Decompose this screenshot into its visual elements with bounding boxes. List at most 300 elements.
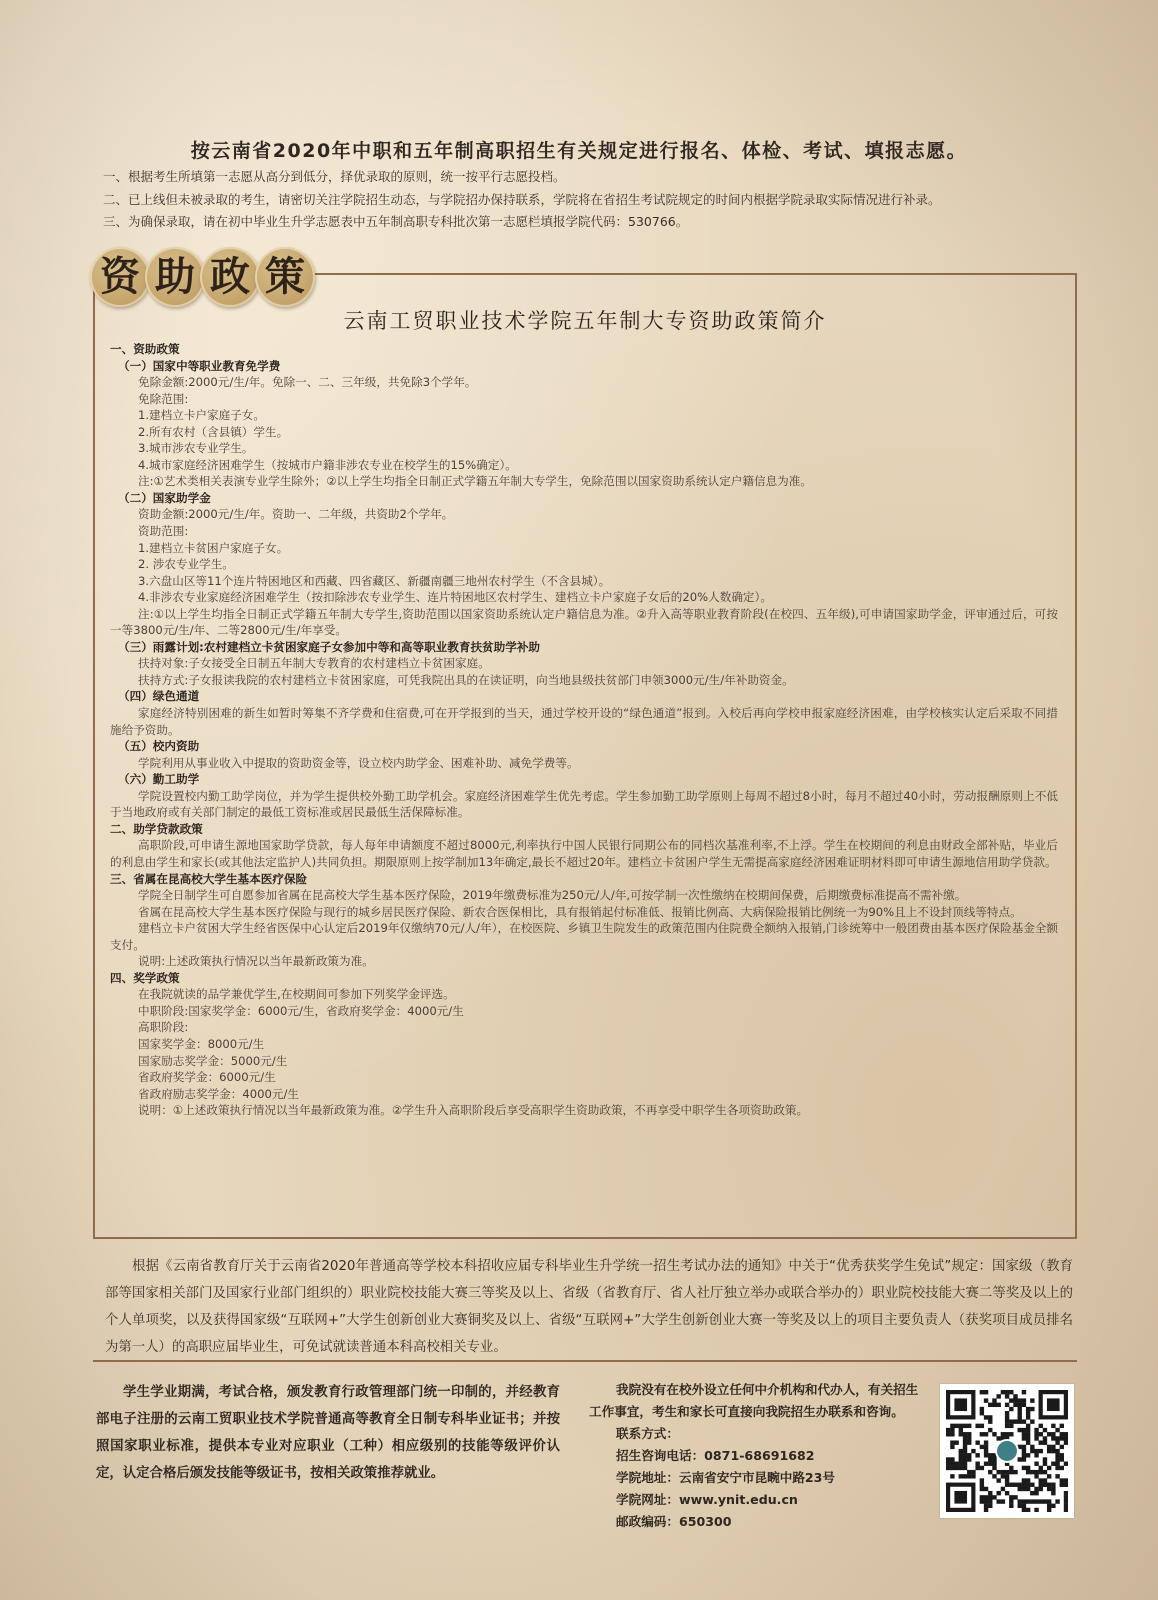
qr-module (963, 1466, 967, 1470)
qr-module (959, 1462, 963, 1466)
qr-module (1009, 1398, 1013, 1402)
qr-module (950, 1440, 954, 1444)
qr-module (1051, 1445, 1055, 1449)
policy-line: 省政府奖学金：6000元/生 (138, 1070, 276, 1085)
qr-module (1009, 1390, 1013, 1394)
qr-module (1047, 1398, 1060, 1411)
qr-module (975, 1466, 979, 1470)
qr-module (963, 1462, 967, 1466)
qr-module (1018, 1457, 1022, 1461)
qr-module (1005, 1419, 1009, 1423)
qr-module (950, 1445, 954, 1449)
qr-module (1026, 1407, 1030, 1411)
qr-module (980, 1483, 984, 1487)
qr-module (1001, 1390, 1005, 1394)
qr-module (980, 1499, 984, 1503)
contact-notice: 我院没有在校外设立任何中介机构和代办人，有关招生工作事宜，考生和家长可直接向我院招生办联系和咨询。 (589, 1382, 919, 1419)
policy-line: 1.建档立卡贫困户家庭子女。 (138, 540, 289, 555)
qr-module (971, 1470, 975, 1474)
contact-heading: 联系方式： (616, 1426, 679, 1441)
qr-module (967, 1457, 971, 1461)
qr-module (1026, 1415, 1030, 1419)
qr-module (992, 1466, 996, 1470)
policy-line: 学院利用从事业收入中提取的资助资金等，设立校内助学金、困难补助、减免学费等。 (138, 755, 579, 770)
qr-module (1047, 1487, 1051, 1491)
qr-module (992, 1457, 996, 1461)
qr-module (1034, 1499, 1038, 1503)
policy-line: 1.建档立卡户家庭子女。 (138, 408, 265, 423)
qr-module (1022, 1453, 1026, 1457)
contact-phone[interactable]: 招生咨询电话：0871-68691682 (616, 1448, 815, 1463)
qr-module (1034, 1428, 1038, 1432)
qr-module (1034, 1432, 1038, 1436)
qr-module (1005, 1483, 1009, 1487)
qr-module (992, 1398, 996, 1402)
qr-module (950, 1424, 954, 1428)
qr-module (1030, 1398, 1034, 1402)
qr-module (996, 1499, 1000, 1503)
policy-section-heading: 四、奖学政策 (110, 970, 180, 985)
qr-module (959, 1457, 963, 1461)
policy-line: 注:①以上学生均指全日制正式学籍五年制大专学生,资助范围以国家资助系统认定户籍信息为准。②升入高等职业教育阶段(在校四、五年级),可申请国家助学金，评审通过后，可按一等3800元/生/年、二等2800元/生/年享受。 (110, 606, 1058, 638)
qr-module (1030, 1491, 1034, 1495)
qr-module (1051, 1432, 1055, 1436)
qr-module (1047, 1466, 1051, 1470)
qr-module (967, 1432, 971, 1436)
qr-module (1034, 1462, 1038, 1466)
qr-module (984, 1462, 988, 1466)
qr-module (1064, 1432, 1068, 1436)
qr-module (1026, 1432, 1030, 1436)
qr-module (1030, 1499, 1034, 1503)
qr-module (984, 1499, 988, 1503)
panel-title: 云南工贸职业技术学院五年制大专资助政策简介 (343, 309, 827, 333)
qr-module (1034, 1436, 1038, 1440)
qr-module (1034, 1449, 1038, 1453)
policy-line: 扶持对象:子女接受全日制五年制大专教育的农村建档立卡贫困家庭。 (138, 656, 490, 671)
qr-module (959, 1424, 963, 1428)
qr-module (1009, 1470, 1013, 1474)
qr-module (1005, 1411, 1009, 1415)
qr-module (1022, 1432, 1026, 1436)
qr-module (1026, 1436, 1030, 1440)
qr-module (992, 1432, 996, 1436)
qr-module (1060, 1424, 1064, 1428)
qr-module (967, 1424, 971, 1428)
policy-subheading: （五）校内资助 (118, 739, 200, 754)
qr-module (1018, 1407, 1022, 1411)
qr-module (954, 1466, 958, 1470)
qr-module (996, 1478, 1000, 1482)
qr-module (1051, 1436, 1055, 1440)
qr-module (1039, 1478, 1043, 1482)
qr-module (963, 1424, 967, 1428)
qr-module (1026, 1478, 1030, 1482)
qr-module (1013, 1419, 1017, 1423)
footer-divider (93, 1360, 1077, 1362)
qr-module (963, 1436, 967, 1440)
qr-module (980, 1424, 984, 1428)
qr-module (1009, 1499, 1013, 1503)
qr-module (984, 1449, 988, 1453)
rule-item: 一、根据考生所填第一志愿从高分到低分，择优录取的原则，统一按平行志愿投档。 (103, 169, 566, 184)
qr-module (1043, 1457, 1047, 1461)
qr-module (1047, 1504, 1051, 1508)
qr-module (1030, 1407, 1034, 1411)
qr-module (988, 1491, 992, 1495)
qr-module (967, 1440, 971, 1444)
qr-module (1060, 1483, 1064, 1487)
qr-module (1026, 1487, 1030, 1491)
contact-website[interactable]: 学院网址：www.ynit.edu.cn (616, 1492, 798, 1507)
qr-module (946, 1466, 950, 1470)
qr-module (992, 1403, 996, 1407)
qr-module (1013, 1394, 1017, 1398)
qr-module (975, 1424, 979, 1428)
qr-module (1043, 1483, 1047, 1487)
policy-subheading: （三）雨露计划:农村建档立卡贫困家庭子女参加中等和高等职业教育扶贫助学补助 (118, 639, 541, 654)
qr-module (959, 1453, 963, 1457)
policy-line: 国家励志奖学金：5000元/生 (138, 1053, 288, 1068)
qr-module (1034, 1474, 1038, 1478)
qr-module (1001, 1499, 1005, 1503)
qr-module (1005, 1478, 1009, 1482)
qr-module (1039, 1466, 1043, 1470)
qr-module (1039, 1440, 1043, 1444)
qr-module (963, 1440, 967, 1444)
policy-line: 资助金额:2000元/生/年。资助一、二年级，共资助2个学年。 (138, 507, 454, 522)
qr-module (950, 1474, 954, 1478)
qr-module (1022, 1398, 1026, 1402)
qr-module (1034, 1508, 1038, 1512)
qr-module (1051, 1491, 1055, 1495)
heading-char: 资 (90, 247, 150, 307)
heading-char: 助 (145, 247, 205, 307)
qr-module (963, 1453, 967, 1457)
qr-module (1026, 1508, 1030, 1512)
qr-module (1064, 1483, 1068, 1487)
qr-module (1026, 1453, 1030, 1457)
policy-section-heading: 三、省属在昆高校大学生基本医疗保险 (110, 871, 308, 886)
qr-module (1005, 1432, 1009, 1436)
qr-module (1009, 1432, 1013, 1436)
graduation-paragraph: 学生学业期满，考试合格，颁发教育行政管理部门统一印制的，并经教育部电子注册的云南工贸职业技术学院普通高等教育全日制专科毕业证书；并按照国家职业标准，提供本专业对应职业（工种）相应级别的技能等级评价认定，认定合格后颁发技能等级证书，按相关政策推荐就业。 (96, 1385, 560, 1481)
qr-module (980, 1407, 984, 1411)
qr-module (1034, 1487, 1038, 1491)
qr-module (1055, 1457, 1059, 1461)
qr-module (1034, 1470, 1038, 1474)
qr-code-icon[interactable] (940, 1384, 1074, 1518)
qr-module (984, 1415, 988, 1419)
qr-module (1043, 1499, 1047, 1503)
qr-module (950, 1462, 954, 1466)
qr-module (996, 1491, 1000, 1495)
qr-module (1051, 1483, 1055, 1487)
qr-module (971, 1474, 975, 1478)
award-exemption-note (105, 1253, 1073, 1361)
policy-line: 说明：①上述政策执行情况以当年最新政策为准。②学生升入高职阶段后享受高职学生资助政策，不再享受中职学生各项资助政策。 (138, 1103, 809, 1118)
contact-postcode: 邮政编码：650300 (616, 1514, 732, 1529)
qr-module (1026, 1466, 1030, 1470)
policy-line: 免除范围: (138, 391, 189, 406)
qr-module (1051, 1504, 1055, 1508)
qr-module (1039, 1424, 1043, 1428)
qr-module (1060, 1478, 1064, 1482)
qr-module (980, 1432, 984, 1436)
heading-char: 策 (255, 247, 315, 307)
heading-char: 政 (200, 247, 260, 307)
qr-code-graphic (946, 1390, 1068, 1512)
qr-module (963, 1457, 967, 1461)
qr-module (1043, 1436, 1047, 1440)
policy-line: 3.城市涉农专业学生。 (138, 441, 254, 456)
qr-module (1043, 1440, 1047, 1444)
qr-module (1005, 1470, 1009, 1474)
policy-line: 建档立卡户贫困大学生经省医保中心认定后2019年仅缴纳70元/人/年），在校医院、乡镇卫生院发生的政策范围内住院费全额纳入报销,门诊统筹中一般团费由基本医疗保险基金全额支付。 (110, 921, 1058, 952)
qr-module (946, 1462, 950, 1466)
policy-content (110, 341, 1058, 1119)
qr-module (984, 1445, 988, 1449)
qr-module (963, 1445, 967, 1449)
qr-module (950, 1466, 954, 1470)
qr-module (1009, 1504, 1013, 1508)
qr-module (988, 1419, 992, 1423)
award-paragraph: 根据《云南省教育厅关于云南省2020年普通高等学校本科招收应届专科毕业生升学统一招生考试办法的通知》中关于“优秀获奖学生免试”规定：国家级（教育部等国家相关部门及国家行业部门组织的）职业院校技能大赛三等奖及以上、省级（省教育厅、省人社厅独立举办或联合举办的）职业院校技能大赛二等奖及以上的个人单项奖，以及获得国家级“互联网+”大学生创新创业大赛铜奖及以上、省级“互联网+”大学生创新创业大赛一等奖及以上的项目主要负责人（获奖项目成员排名为第一人）的高职应届毕业生，可免试就读普通本科高校相关专业。 (105, 1259, 1073, 1355)
policy-line: 高职阶段: (138, 1020, 189, 1035)
qr-module (1018, 1419, 1022, 1423)
qr-module (1026, 1470, 1030, 1474)
qr-module (1055, 1436, 1059, 1440)
qr-module (1022, 1428, 1026, 1432)
qr-module (1018, 1487, 1022, 1491)
contact-info (589, 1379, 919, 1533)
policy-line: 4.非涉农专业家庭经济困难学生（按扣除涉农专业学生、连片特困地区农村学生、建档立卡户家庭子女后的20%人数确定）。 (138, 590, 772, 605)
qr-module (1001, 1487, 1005, 1491)
qr-module (1026, 1483, 1030, 1487)
qr-module (963, 1432, 967, 1436)
qr-module (1009, 1419, 1013, 1423)
qr-module (988, 1495, 992, 1499)
qr-module (1064, 1504, 1068, 1508)
admission-rules (103, 166, 1083, 234)
qr-module (1051, 1424, 1055, 1428)
qr-module (980, 1445, 984, 1449)
qr-module (1009, 1495, 1013, 1499)
qr-module (1051, 1449, 1055, 1453)
qr-module (967, 1470, 971, 1474)
qr-module (1047, 1508, 1051, 1512)
qr-module (1060, 1432, 1064, 1436)
qr-module (1005, 1403, 1009, 1407)
qr-module (1022, 1445, 1026, 1449)
qr-module (1047, 1499, 1051, 1503)
qr-module (1043, 1462, 1047, 1466)
qr-module (980, 1466, 984, 1470)
policy-line: 学院全日制学生可自愿参加省属在昆高校大学生基本医疗保险，2019年缴费标准为250元/人/年,可按学制一次性缴纳在校期间保费，后期缴费标准提高不需补缴。 (138, 888, 967, 903)
qr-module (1001, 1470, 1005, 1474)
qr-module (1022, 1436, 1026, 1440)
qr-module (980, 1411, 984, 1415)
rule-item: 三、为确保录取，请在初中毕业生升学志愿表中五年制高职专科批次第一志愿栏填报学院代码：530766。 (103, 214, 689, 229)
qr-module (1022, 1478, 1026, 1482)
policy-line: 省政府励志奖学金：4000元/生 (138, 1086, 299, 1101)
qr-module (1009, 1407, 1013, 1411)
qr-module (1022, 1403, 1026, 1407)
qr-module (984, 1504, 988, 1508)
qr-module (954, 1440, 958, 1444)
policy-line: 中职阶段:国家奖学金：6000元/生，省政府奖学金：4000元/生 (138, 1003, 464, 1018)
qr-module (975, 1462, 979, 1466)
qr-module (996, 1436, 1000, 1440)
qr-module (1026, 1440, 1030, 1444)
qr-module (1039, 1470, 1043, 1474)
qr-module (1060, 1445, 1064, 1449)
qr-module (996, 1470, 1000, 1474)
qr-module (988, 1403, 992, 1407)
qr-module (967, 1453, 971, 1457)
qr-module (1055, 1499, 1059, 1503)
qr-module (975, 1453, 979, 1457)
policy-line: 国家奖学金：8000元/生 (138, 1036, 265, 1051)
qr-module (954, 1491, 967, 1504)
qr-module (1051, 1487, 1055, 1491)
qr-module (1018, 1411, 1022, 1415)
qr-module (1064, 1495, 1068, 1499)
qr-module (950, 1428, 954, 1432)
qr-module (1018, 1504, 1022, 1508)
policy-line: 3.六盘山区等11个连片特困地区和西藏、四省藏区、新疆南疆三地州农村学生（不含县城）。 (138, 573, 611, 588)
qr-module (1039, 1483, 1043, 1487)
qr-module (980, 1495, 984, 1499)
qr-module (1047, 1445, 1051, 1449)
qr-module (980, 1390, 984, 1394)
policy-line: 家庭经济特别困难的新生如暂时筹集不齐学费和住宿费,可在开学报到的当天，通过学校开设的“绿色通道”报到。入校后再向学校申报家庭经济困难，由学校核实认定后采取不同措施给予资助。 (110, 706, 1058, 737)
qr-module (1026, 1428, 1030, 1432)
qr-module (984, 1487, 988, 1491)
qr-module (1009, 1466, 1013, 1470)
qr-module (1026, 1424, 1030, 1428)
qr-module (1055, 1440, 1059, 1444)
graduation-note (96, 1379, 560, 1487)
qr-module (1026, 1411, 1030, 1415)
qr-module (1022, 1499, 1026, 1503)
qr-module (1009, 1424, 1013, 1428)
policy-section-heading: 一、资助政策 (110, 342, 180, 356)
qr-module (1064, 1440, 1068, 1444)
qr-module (1001, 1474, 1005, 1478)
policy-line: 注:①艺术类相关表演专业学生除外；②以上学生均指全日制正式学籍五年制大专学生，免除范围以国家资助系统认定户籍信息为准。 (138, 474, 812, 489)
qr-module (1022, 1449, 1026, 1453)
qr-module (1018, 1398, 1022, 1402)
qr-module (959, 1466, 963, 1470)
qr-module (971, 1449, 975, 1453)
policy-subheading: （二）国家助学金 (118, 490, 211, 505)
qr-module (954, 1462, 958, 1466)
qr-module (996, 1403, 1000, 1407)
qr-module (988, 1453, 992, 1457)
qr-module (1055, 1449, 1059, 1453)
qr-module (1018, 1403, 1022, 1407)
qr-module (975, 1440, 979, 1444)
qr-module (1043, 1428, 1047, 1432)
policy-line: 扶持方式:子女报读我院的农村建档立卡贫困家庭，可凭我院出具的在读证明，向当地县级扶贫部门申领3000元/生/年补助资金。 (138, 672, 794, 687)
qr-module (1060, 1457, 1064, 1461)
qr-module (1018, 1499, 1022, 1503)
qr-module (984, 1453, 988, 1457)
qr-module (1013, 1483, 1017, 1487)
qr-module (1013, 1398, 1017, 1402)
qr-module (963, 1449, 967, 1453)
qr-module (1055, 1453, 1059, 1457)
qr-module (1005, 1424, 1009, 1428)
qr-module (1022, 1504, 1026, 1508)
qr-module (1005, 1474, 1009, 1478)
qr-module (1064, 1499, 1068, 1503)
qr-module (1030, 1419, 1034, 1423)
qr-module (1018, 1415, 1022, 1419)
qr-module (1047, 1474, 1051, 1478)
qr-module (1022, 1457, 1026, 1461)
qr-module (1013, 1495, 1017, 1499)
policy-line: 高职阶段,可申请生源地国家助学贷款，每人每年申请额度不超过8000元,利率执行中国人民银行同期公布的同档次基准利率,不上浮。学生在校期间的利息由财政全部补贴，毕业后的利息由学生和家长(或其他法定监护人)共同负担。期限原则上按学制加13年确定,最长不超过20年。建档立卡贫困户学生无需提高家庭经济困难证明材料即可申请生源地信用助学贷款。 (110, 838, 1058, 869)
qr-module (1018, 1483, 1022, 1487)
qr-module (954, 1424, 958, 1428)
qr-module (1039, 1449, 1043, 1453)
policy-line: 2. 涉农专业学生。 (138, 557, 234, 572)
policy-subheading: （四）绿色通道 (118, 689, 200, 704)
qr-module (1005, 1415, 1009, 1419)
qr-module (1022, 1466, 1026, 1470)
policy-line: 2.所有农村（含县镇）学生。 (138, 424, 289, 439)
policy-subheading: （六）勤工助学 (118, 772, 200, 787)
qr-module (1039, 1499, 1043, 1503)
qr-module (1064, 1491, 1068, 1495)
contact-address: 学院地址：云南省安宁市昆畹中路23号 (616, 1470, 836, 1485)
qr-module (1043, 1470, 1047, 1474)
school-logo-icon (996, 1440, 1018, 1462)
qr-module (1039, 1487, 1043, 1491)
qr-module (950, 1457, 954, 1461)
qr-module (1013, 1470, 1017, 1474)
policy-line: 说明:上述政策执行情况以当年最新政策为准。 (138, 954, 374, 969)
qr-module (954, 1398, 967, 1411)
qr-module (996, 1394, 1000, 1398)
qr-module (984, 1432, 988, 1436)
qr-module (1064, 1436, 1068, 1440)
qr-module (1013, 1403, 1017, 1407)
qr-module (992, 1474, 996, 1478)
qr-module (1043, 1478, 1047, 1482)
qr-module (980, 1478, 984, 1482)
qr-module (1034, 1491, 1038, 1495)
qr-module (1060, 1466, 1064, 1470)
qr-module (1060, 1436, 1064, 1440)
qr-module (984, 1398, 988, 1402)
qr-module (1026, 1499, 1030, 1503)
qr-module (1022, 1483, 1026, 1487)
policy-line: 资助范围: (138, 524, 189, 539)
policy-line: 学院设置校内勤工助学岗位，并为学生提供校外勤工助学机会。家庭经济困难学生优先考虑。学生参加勤工助学原则上每周不超过8小时，每月不超过40小时，劳动报酬原则上不低于当地政府或有关部门制定的最低工资标准或居民最低生活保障标准。 (110, 788, 1058, 820)
qr-module (988, 1470, 992, 1474)
qr-module (1064, 1508, 1068, 1512)
qr-module (1009, 1483, 1013, 1487)
qr-module (1055, 1466, 1059, 1470)
qr-module (980, 1487, 984, 1491)
qr-module (950, 1432, 954, 1436)
qr-module (1064, 1462, 1068, 1466)
qr-module (1030, 1483, 1034, 1487)
qr-module (988, 1499, 992, 1503)
